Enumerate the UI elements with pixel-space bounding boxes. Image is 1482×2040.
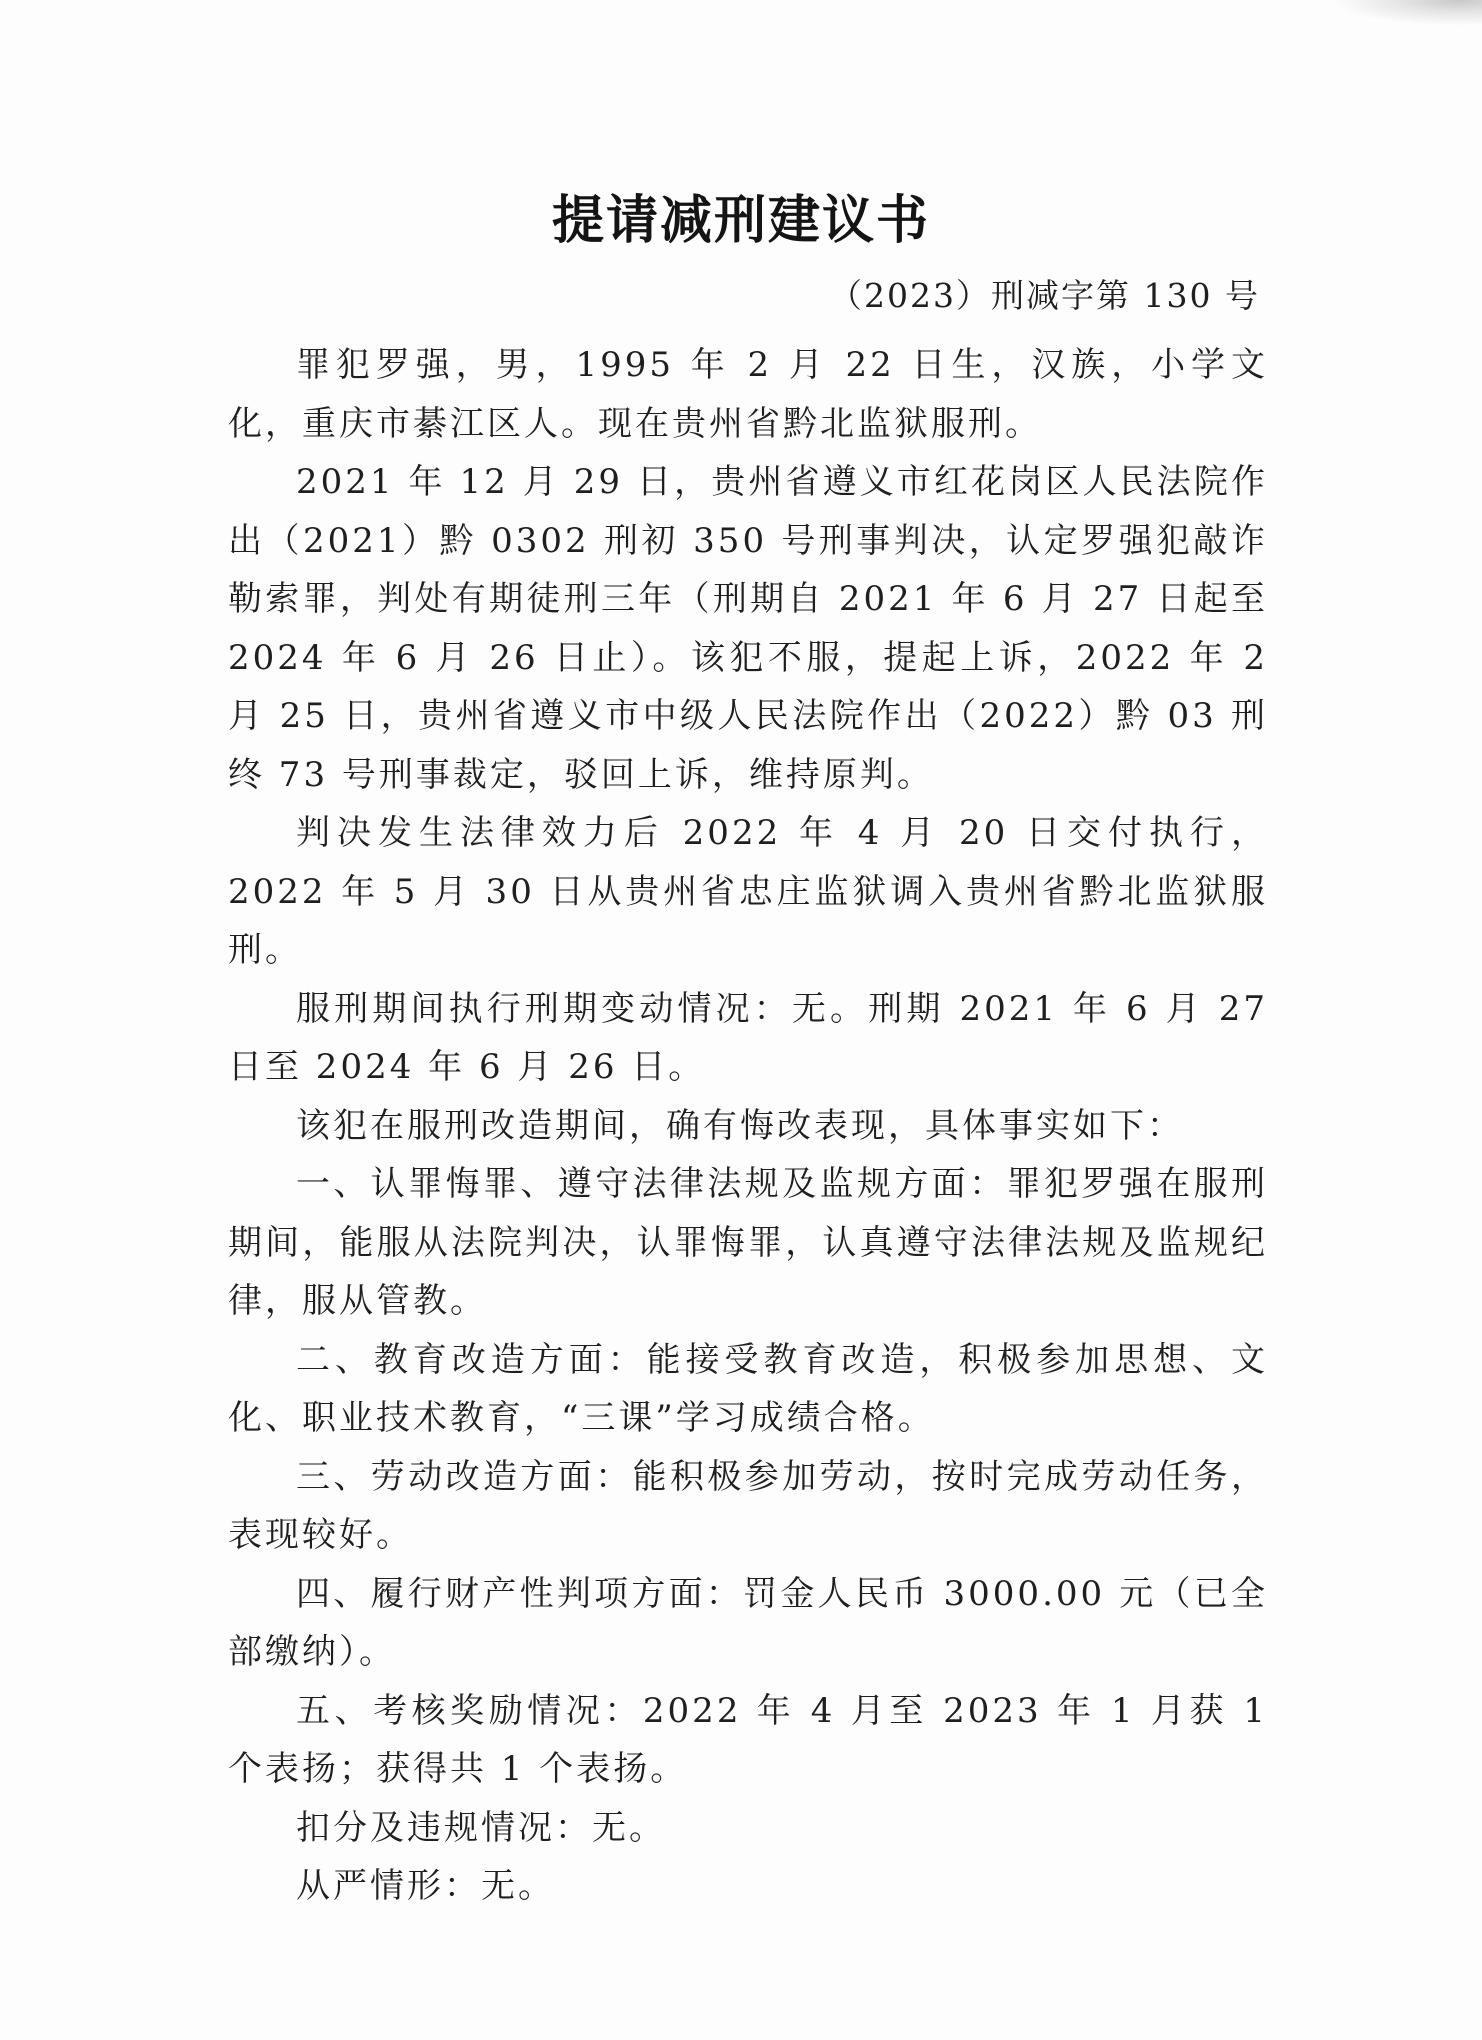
paragraph-rewards: 五、考核奖励情况：2022 年 4 月至 2023 年 1 月获 1 个表扬；获得共 1 个表扬。 xyxy=(228,1690,1268,1789)
document-number: （2023）刑减字第 130 号 xyxy=(829,276,1260,315)
paragraph-facts-intro: 该犯在服刑改造期间，确有悔改表现，具体事实如下： xyxy=(296,1105,1184,1146)
paragraph-fine: 四、履行财产性判项方面：罚金人民币 3000.00 元（已全部缴纳）。 xyxy=(228,1573,1268,1672)
paragraph-labor: 三、劳动改造方面：能积极参加劳动，按时完成劳动任务，表现较好。 xyxy=(228,1456,1268,1555)
paragraph-criminal-info: 罪犯罗强，男，1995 年 2 月 22 日生，汉族，小学文化，重庆市綦江区人。现在贵州省黔北监狱服刑。 xyxy=(228,345,1268,444)
paragraph-repentance: 一、认罪悔罪、遵守法律法规及监规方面：罪犯罗强在服刑期间，能服从法院判决，认罪悔罪，认真遵守法律法规及监规纪律，服从管教。 xyxy=(228,1164,1268,1321)
paragraph-strict-circumstances: 从严情形：无。 xyxy=(296,1866,555,1906)
paragraph-term-change: 服刑期间执行刑期变动情况：无。刑期 2021 年 6 月 27 日至 2024 年 6 月 26 日。 xyxy=(228,988,1268,1087)
paragraph-education: 二、教育改造方面：能接受教育改造，积极参加思想、文化、职业技术教育，“三课”学习成绩合格。 xyxy=(228,1339,1268,1438)
document-body xyxy=(228,336,1268,1916)
paragraph-violations: 扣分及违规情况：无。 xyxy=(296,1807,666,1848)
paragraph-judgment: 2021 年 12 月 29 日，贵州省遵义市红花岗区人民法院作出（2021）黔 0302 刑初 350 号刑事判决，认定罗强犯敲诈勒索罪，判处有期徒刑三年（刑期自 2021 年 6 月 27 日起至 2024 年 6 月 26 日止）。该犯不服，提起上诉，2022 年 2 月 25 日，贵州省遵义市中级人民法院作出（2022）黔 03 刑终 73 号刑事裁定，驳回上诉，维持原判。 xyxy=(228,462,1268,795)
scan-corner-shadow xyxy=(1332,0,1482,26)
document-title: 提请减刑建议书 xyxy=(551,191,930,251)
paragraph-execution: 判决发生法律效力后 2022 年 4 月 20 日交付执行，2022 年 5 月 30 日从贵州省忠庄监狱调入贵州省黔北监狱服刑。 xyxy=(228,813,1268,970)
